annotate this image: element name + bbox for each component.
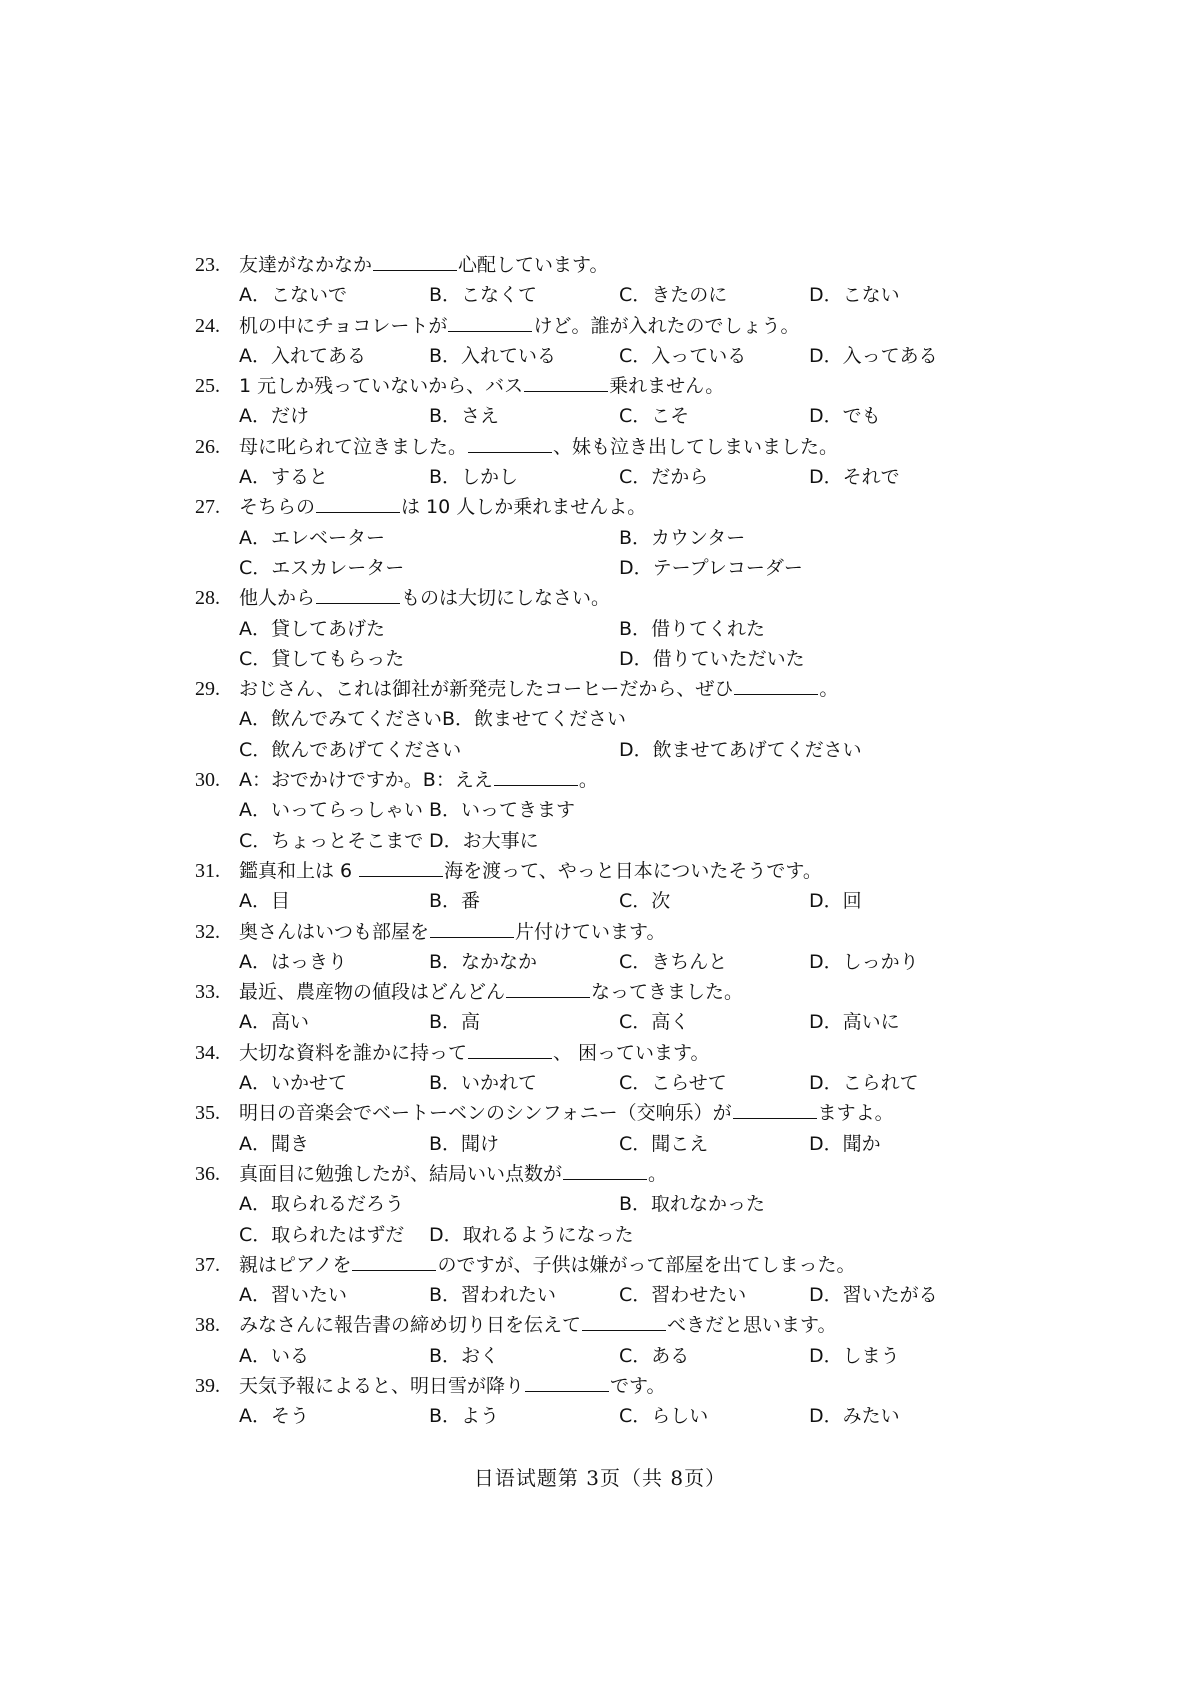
answer-option: C．だから	[619, 466, 709, 489]
option-row	[195, 523, 1095, 553]
stem-after-blank: です。	[610, 1374, 666, 1397]
answer-option: C．きちんと	[619, 950, 728, 973]
option-row	[195, 1401, 1095, 1431]
answer-option: B．おく	[429, 1344, 500, 1367]
answer-option: B．番	[429, 890, 481, 913]
option-row	[195, 947, 1095, 977]
stem-after-blank: ものは大切にしなさい。	[401, 587, 611, 610]
option-row	[195, 735, 1095, 765]
answer-option: D．それで	[809, 466, 900, 489]
answer-option: A．高い	[239, 1011, 309, 1034]
answer-option: B．いかれて	[429, 1072, 538, 1095]
question-stem	[195, 765, 1095, 795]
option-row	[195, 1189, 1095, 1219]
question-stem	[195, 250, 1095, 280]
answer-blank	[316, 494, 400, 513]
answer-option: C．きたのに	[619, 284, 728, 307]
option-row	[195, 826, 1095, 856]
answer-blank	[733, 1100, 817, 1119]
answer-option: A．目	[239, 890, 290, 913]
answer-option: D．お大事に	[429, 829, 539, 852]
answer-blank	[494, 767, 578, 786]
question-number: 30.	[195, 769, 220, 792]
answer-blank	[430, 919, 514, 938]
answer-option: A．入れてある	[239, 344, 366, 367]
option-row	[195, 1341, 1095, 1371]
answer-option: C．らしい	[619, 1405, 709, 1428]
question-stem	[195, 432, 1095, 462]
answer-option: A．こないで	[239, 284, 347, 307]
stem-before-blank: A：おでかけですか。B：ええ	[239, 769, 493, 792]
answer-option: D．入ってある	[809, 344, 938, 367]
answer-option: B．カウンター	[619, 526, 746, 549]
answer-option: A．そう	[239, 1405, 309, 1428]
answer-option: A．エレベーター	[239, 526, 385, 549]
answer-option: B．いってきます	[429, 799, 576, 822]
question-text	[239, 1375, 666, 1397]
question-list	[195, 250, 1095, 1432]
question-number: 24.	[195, 314, 220, 337]
stem-after-blank: は 10 人しか乗れませんよ。	[401, 496, 647, 519]
answer-option: C．高く	[619, 1011, 690, 1034]
question-stem	[195, 1098, 1095, 1128]
question-text	[239, 860, 822, 882]
stem-after-blank: 、 困っています。	[553, 1041, 710, 1064]
option-row	[195, 280, 1095, 310]
answer-option: C．こそ	[619, 405, 690, 428]
option-row	[195, 886, 1095, 916]
answer-option: A．いってらっしゃい	[239, 799, 423, 822]
answer-option: C．エスカレーター	[239, 556, 405, 579]
answer-option: B．高	[429, 1011, 481, 1034]
option-row	[195, 1129, 1095, 1159]
question-number: 26.	[195, 435, 220, 458]
answer-option: A．いる	[239, 1344, 309, 1367]
question-stem	[195, 583, 1095, 613]
answer-option: A．貸してあげた	[239, 617, 385, 640]
answer-option: C．ちょっとそこまで	[239, 829, 424, 852]
answer-option: C．貸してもらった	[239, 647, 405, 670]
option-row	[195, 1068, 1095, 1098]
stem-after-blank: 海を渡って、やっと日本についたそうです。	[444, 859, 822, 882]
answer-blank	[525, 1373, 609, 1392]
answer-option: D．飲ませてあげてください	[619, 738, 862, 761]
option-row	[195, 795, 1095, 825]
answer-option: C．ある	[619, 1344, 690, 1367]
question-text	[239, 315, 799, 337]
question-stem	[195, 1250, 1095, 1280]
answer-option: A．すると	[239, 466, 328, 489]
answer-option: C．習わせたい	[619, 1284, 747, 1307]
answer-blank	[734, 676, 818, 695]
answer-option: C．入っている	[619, 344, 747, 367]
question-number: 25.	[195, 375, 220, 398]
question-text	[239, 769, 598, 791]
page-footer: 日语试题第 3页（共 8页）	[473, 1466, 727, 1490]
answer-option: B．しかし	[429, 466, 519, 489]
answer-blank	[563, 1161, 647, 1180]
question-stem	[195, 371, 1095, 401]
question-number: 28.	[195, 587, 220, 610]
stem-before-blank: 大切な資料を誰かに持って	[239, 1041, 468, 1064]
option-row	[195, 401, 1095, 431]
stem-before-blank: おじさん、これは御社が新発売したコーヒーだから、ぜひ	[239, 678, 734, 701]
option-row	[195, 614, 1095, 644]
stem-before-blank: 鑑真和上は 6	[239, 859, 359, 882]
stem-after-blank: なってきました。	[591, 981, 744, 1004]
answer-option: A．はっきり	[239, 950, 347, 973]
option-row	[195, 704, 1095, 734]
stem-before-blank: 奥さんはいつも部屋を	[239, 920, 430, 943]
stem-after-blank: のですが、子供は嫌がって部屋を出てしまった。	[437, 1253, 856, 1276]
answer-blank	[373, 252, 457, 271]
question-stem	[195, 1159, 1095, 1189]
stem-before-blank: 母に叱られて泣きました。	[239, 435, 468, 458]
question-text	[239, 375, 724, 397]
stem-after-blank: 乗れません。	[609, 375, 725, 398]
question-stem	[195, 311, 1095, 341]
question-number: 29.	[195, 678, 220, 701]
question-stem	[195, 856, 1095, 886]
answer-option: A．習いたい	[239, 1284, 347, 1307]
option-row	[195, 462, 1095, 492]
answer-option: B．習われたい	[429, 1284, 557, 1307]
question-text	[239, 921, 666, 943]
stem-after-blank: 心配しています。	[458, 254, 609, 276]
answer-blank	[582, 1312, 666, 1331]
stem-after-blank: けど。誰が入れたのでしょう。	[533, 314, 800, 337]
question-number: 39.	[195, 1374, 220, 1397]
question-number: 32.	[195, 920, 220, 943]
stem-after-blank: 。	[648, 1162, 668, 1185]
question-stem	[195, 977, 1095, 1007]
question-stem	[195, 917, 1095, 947]
answer-option: D．こない	[809, 284, 900, 307]
answer-blank	[468, 434, 552, 453]
stem-before-blank: みなさんに報告書の締め切り日を伝えて	[239, 1314, 582, 1337]
question-stem	[195, 674, 1095, 704]
question-text	[239, 587, 610, 609]
question-text	[239, 981, 743, 1003]
answer-option: B．入れている	[429, 344, 557, 367]
option-row	[195, 341, 1095, 371]
question-number: 38.	[195, 1314, 220, 1337]
answer-option: B．借りてくれた	[619, 617, 766, 640]
answer-option: B．取れなかった	[619, 1193, 766, 1216]
answer-option: A．だけ	[239, 405, 309, 428]
answer-blank	[316, 585, 400, 604]
answer-option: D．テープレコーダー	[619, 556, 803, 579]
stem-after-blank: 、妹も泣き出してしまいました。	[553, 435, 839, 458]
question-text	[239, 254, 609, 276]
answer-option: B．なかなか	[429, 950, 538, 973]
answer-blank	[524, 373, 608, 392]
answer-option: D．聞か	[809, 1132, 881, 1155]
question-text	[239, 1314, 837, 1336]
answer-option: A．飲んでみてくださいB．飲ませてください	[239, 708, 627, 731]
question-text	[239, 1254, 856, 1276]
stem-after-blank: 片付けています。	[515, 920, 666, 943]
answer-option: D．回	[809, 890, 862, 913]
option-row	[195, 644, 1095, 674]
question-text	[239, 678, 838, 700]
answer-option: D．こられて	[809, 1072, 919, 1095]
question-stem	[195, 1310, 1095, 1340]
answer-blank	[448, 313, 532, 332]
stem-after-blank: べきだと思います。	[667, 1314, 837, 1337]
answer-option: C．次	[619, 890, 671, 913]
answer-option: C．飲んであげてください	[239, 738, 462, 761]
answer-option: A．聞き	[239, 1132, 309, 1155]
answer-blank	[359, 858, 443, 877]
stem-after-blank: 。	[819, 678, 839, 701]
option-row	[195, 1220, 1095, 1250]
question-number: 31.	[195, 859, 220, 882]
stem-before-blank: 明日の音楽会でベートーベンのシンフォニー（交响乐）が	[239, 1102, 732, 1125]
answer-option: B．こなくて	[429, 284, 538, 307]
question-number: 37.	[195, 1253, 220, 1276]
stem-before-blank: そちらの	[239, 496, 316, 519]
stem-before-blank: 親はピアノを	[239, 1253, 352, 1276]
question-stem	[195, 492, 1095, 522]
answer-option: D．しっかり	[809, 950, 919, 973]
answer-option: D．取れるようになった	[429, 1223, 634, 1246]
question-text	[239, 1042, 710, 1064]
question-text	[239, 1102, 894, 1124]
stem-before-blank: 1 元しか残っていないから、バス	[239, 375, 524, 398]
answer-option: B．聞け	[429, 1132, 500, 1155]
answer-blank	[506, 979, 590, 998]
stem-after-blank: 。	[578, 769, 598, 792]
answer-option: D．でも	[809, 405, 881, 428]
stem-before-blank: 最近、農産物の値段はどんどん	[239, 981, 506, 1004]
answer-option: C．こらせて	[619, 1072, 727, 1095]
answer-blank	[468, 1040, 552, 1059]
answer-option: A．いかせて	[239, 1072, 347, 1095]
stem-before-blank: 友達がなかなか	[239, 254, 373, 276]
option-row	[195, 1007, 1095, 1037]
stem-before-blank: 真面目に勉強したが、結局いい点数が	[239, 1162, 563, 1185]
answer-option: D．借りていただいた	[619, 647, 805, 670]
answer-option: A．取られるだろう	[239, 1193, 404, 1216]
question-number: 35.	[195, 1102, 220, 1125]
stem-before-blank: 天気予報によると、明日雪が降り	[239, 1374, 525, 1397]
question-number: 34.	[195, 1041, 220, 1064]
question-stem	[195, 1371, 1095, 1401]
answer-blank	[352, 1252, 436, 1271]
stem-before-blank: 他人から	[239, 587, 316, 610]
answer-option: D．習いたがる	[809, 1284, 938, 1307]
question-text	[239, 436, 838, 458]
answer-option: B．よう	[429, 1405, 500, 1428]
answer-option: D．高いに	[809, 1011, 900, 1034]
option-row	[195, 1280, 1095, 1310]
stem-before-blank: 机の中にチョコレートが	[239, 314, 448, 337]
answer-option: B．さえ	[429, 405, 500, 428]
answer-option: C．聞こえ	[619, 1132, 709, 1155]
question-number: 23.	[195, 254, 220, 276]
answer-option: C．取られたはずだ	[239, 1223, 405, 1246]
question-number: 36.	[195, 1162, 220, 1185]
answer-option: D．みたい	[809, 1405, 900, 1428]
question-text	[239, 496, 646, 518]
question-number: 27.	[195, 496, 220, 519]
option-row	[195, 553, 1095, 583]
question-number: 33.	[195, 981, 220, 1004]
answer-option: D．しまう	[809, 1344, 900, 1367]
stem-after-blank: ますよ。	[817, 1102, 894, 1125]
question-stem	[195, 1038, 1095, 1068]
question-text	[239, 1163, 667, 1185]
